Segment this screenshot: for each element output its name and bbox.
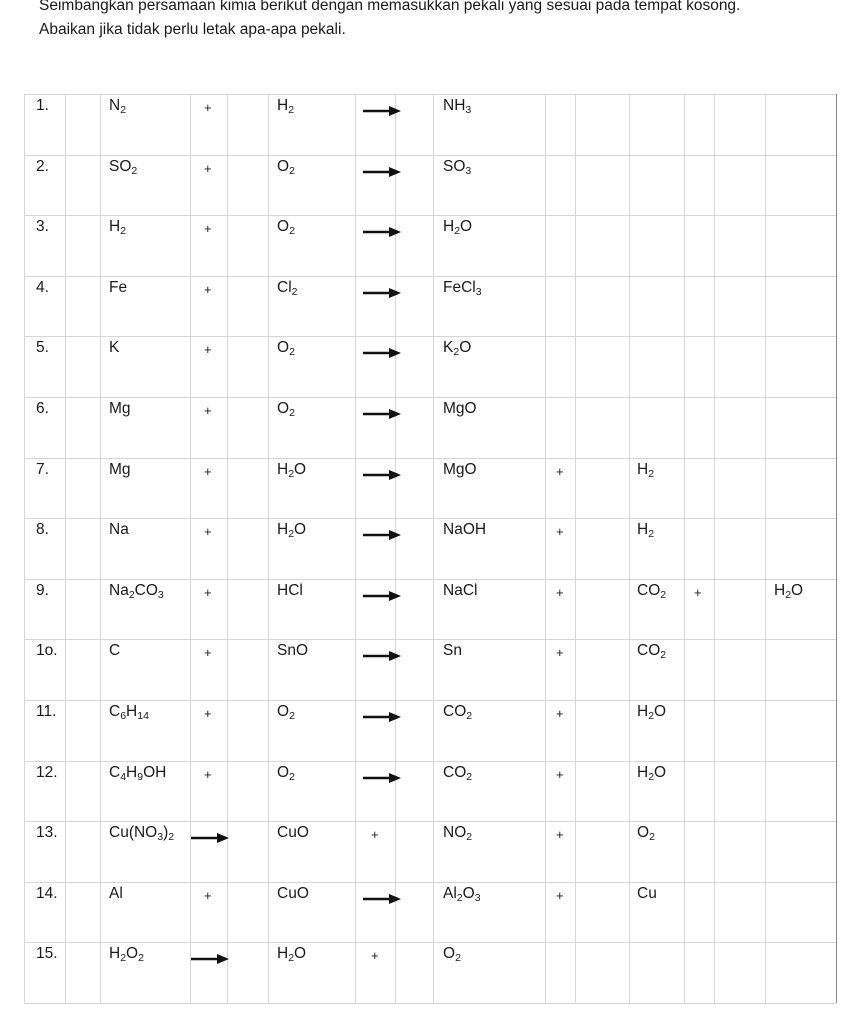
chemical-term: $Cl_2$ bbox=[277, 278, 298, 298]
plus-sign: + bbox=[204, 584, 212, 600]
chemical-term: $O_2$ bbox=[637, 824, 655, 844]
equation-number: 5. bbox=[36, 339, 49, 357]
chemical-term: $K_2O$ bbox=[443, 339, 472, 359]
chemical-term: HCl bbox=[277, 581, 303, 599]
equation-number: 11. bbox=[36, 703, 57, 720]
plus-sign: + bbox=[204, 160, 212, 176]
right-arrow-icon bbox=[363, 590, 401, 602]
grid-vline bbox=[433, 94, 434, 1003]
grid-vline bbox=[355, 94, 356, 1003]
grid-vline bbox=[684, 94, 685, 1003]
plus-sign: + bbox=[204, 706, 212, 721]
right-arrow-icon bbox=[363, 287, 401, 299]
chemical-term: $O_2$ bbox=[443, 945, 461, 965]
grid-vline bbox=[765, 94, 766, 1003]
chemical-term: $O_2$ bbox=[277, 218, 295, 238]
right-arrow-icon bbox=[363, 893, 401, 905]
grid-vline bbox=[575, 94, 576, 1003]
right-arrow-icon bbox=[363, 408, 401, 420]
chemical-term: $O_2$ bbox=[277, 157, 295, 177]
chemical-term: $H_2O$ bbox=[637, 703, 667, 722]
equation-number: 13. bbox=[36, 824, 58, 842]
equation-number: 1o. bbox=[36, 642, 58, 660]
grid-hline bbox=[24, 639, 836, 640]
plus-sign: + bbox=[556, 706, 564, 721]
plus-sign: + bbox=[556, 766, 564, 782]
equation-number: 15. bbox=[36, 945, 58, 963]
right-arrow-icon bbox=[363, 711, 401, 723]
plus-sign: + bbox=[204, 887, 212, 903]
plus-sign: + bbox=[204, 281, 212, 297]
grid-vline bbox=[100, 94, 101, 1003]
equation-number: 1. bbox=[36, 97, 49, 114]
chemical-term: $SO_2$ bbox=[109, 157, 138, 177]
right-arrow-icon bbox=[363, 772, 401, 784]
plus-sign: + bbox=[204, 645, 212, 661]
chemical-term: FeCl$_3$ bbox=[443, 278, 482, 298]
chemical-term: K bbox=[109, 339, 120, 357]
chemical-term: $H_2O$ bbox=[443, 218, 473, 238]
grid-hline bbox=[24, 1003, 836, 1004]
grid-hline bbox=[24, 397, 836, 398]
equation-number: 8. bbox=[36, 521, 49, 539]
chemical-term: $Na_2CO_3$ bbox=[109, 581, 164, 601]
chemical-term: Mg bbox=[109, 400, 131, 417]
chemical-term: $C_6H_{14}$ bbox=[109, 703, 149, 722]
right-arrow-icon bbox=[363, 105, 401, 117]
chemical-term: $O_2$ bbox=[277, 703, 295, 722]
right-arrow-icon bbox=[363, 347, 401, 359]
grid-vline bbox=[65, 94, 66, 1003]
grid-hline bbox=[24, 215, 836, 216]
plus-sign: + bbox=[204, 766, 212, 782]
chemical-term: $CO_2$ bbox=[443, 703, 473, 722]
grid-hline bbox=[24, 821, 836, 822]
grid-hline bbox=[24, 518, 836, 519]
chemical-term: $H_2O$ bbox=[277, 945, 307, 965]
plus-sign: + bbox=[556, 645, 564, 661]
chemical-term: $H_2O$ bbox=[637, 763, 667, 783]
grid-hline bbox=[24, 579, 836, 580]
plus-sign: + bbox=[371, 948, 379, 964]
equation-number: 12. bbox=[36, 763, 58, 781]
chemical-term: $SO_3$ bbox=[443, 157, 472, 177]
grid-hline bbox=[24, 155, 836, 156]
instruction-line-2: Abaikan jika tidak perlu letak apa-apa pekali. bbox=[39, 21, 346, 38]
chemical-term: $CO_2$ bbox=[443, 763, 473, 783]
instruction-line-1: Seimbangkan persamaan kimia berikut dengan memasukkan pekali yang sesuai pada tempat kosong. bbox=[39, 0, 741, 14]
chemical-term: $C_4H_9OH$ bbox=[109, 763, 167, 783]
chemical-term: Al bbox=[109, 884, 123, 902]
right-arrow-icon bbox=[191, 832, 229, 844]
equation-number: 7. bbox=[36, 460, 49, 478]
right-arrow-icon bbox=[363, 650, 401, 662]
plus-sign: + bbox=[556, 827, 564, 843]
grid-hline bbox=[24, 336, 836, 337]
grid-vline bbox=[227, 94, 228, 1003]
grid-vline bbox=[545, 94, 546, 1003]
chemical-term: CuO bbox=[277, 884, 309, 902]
chemical-term: $H_2O$ bbox=[277, 460, 307, 480]
chemical-term: $H_2O_2$ bbox=[109, 945, 144, 965]
plus-sign: + bbox=[204, 463, 212, 479]
chemical-term: MgO bbox=[443, 400, 477, 417]
right-arrow-icon bbox=[363, 529, 401, 541]
equation-number: 9. bbox=[36, 581, 49, 599]
grid-hline bbox=[24, 942, 836, 943]
grid-hline bbox=[24, 700, 836, 701]
right-arrow-icon bbox=[363, 226, 401, 238]
grid-vline bbox=[190, 94, 191, 1003]
plus-sign: + bbox=[204, 221, 212, 237]
equation-number: 14. bbox=[36, 884, 58, 902]
plus-sign: + bbox=[556, 463, 564, 479]
grid-hline bbox=[24, 458, 836, 459]
right-arrow-icon bbox=[191, 953, 229, 965]
chemical-term: $NH_3$ bbox=[443, 97, 472, 116]
chemical-term: NaCl bbox=[443, 581, 478, 599]
chemical-term: $H_2$ bbox=[637, 460, 655, 480]
plus-sign: + bbox=[204, 100, 212, 115]
plus-sign: + bbox=[556, 887, 564, 903]
chemical-term: $H_2$ bbox=[109, 218, 127, 238]
chemical-term: Na bbox=[109, 521, 129, 539]
chemical-term: Fe bbox=[109, 278, 128, 296]
grid-vline bbox=[714, 94, 715, 1003]
grid-vline bbox=[268, 94, 269, 1003]
grid-hline bbox=[24, 761, 836, 762]
equation-number: 4. bbox=[36, 278, 49, 296]
grid-vline bbox=[629, 94, 630, 1003]
chemical-term: Mg bbox=[109, 460, 131, 478]
plus-sign: + bbox=[204, 524, 212, 540]
equation-number: 2. bbox=[36, 157, 49, 175]
grid-hline bbox=[24, 882, 836, 883]
grid-hline bbox=[24, 94, 836, 95]
equation-number: 6. bbox=[36, 400, 49, 417]
chemical-term: $CO_2$ bbox=[637, 581, 667, 601]
chemical-term: $H_2$ bbox=[277, 97, 295, 116]
plus-sign: + bbox=[204, 342, 212, 358]
plus-sign: + bbox=[204, 403, 212, 418]
chemical-term: C bbox=[109, 642, 121, 660]
chemical-term: NaOH bbox=[443, 521, 487, 539]
chemical-term: CuO bbox=[277, 824, 309, 842]
chemical-term: $Al_2O_3$ bbox=[443, 884, 481, 904]
chemical-term: $NO_2$ bbox=[443, 824, 473, 844]
chemical-term: $N_2$ bbox=[109, 97, 127, 116]
chemical-term: $O_2$ bbox=[277, 763, 295, 783]
plus-sign: + bbox=[556, 524, 564, 540]
grid-hline bbox=[24, 276, 836, 277]
chemical-term: Cu bbox=[637, 884, 657, 902]
grid-vline bbox=[836, 94, 837, 1003]
chemical-term: $H_2O$ bbox=[277, 521, 307, 541]
chemical-term: SnO bbox=[277, 642, 309, 660]
chemical-term: $Cu(NO_3)_2$ bbox=[109, 824, 175, 844]
grid-vline bbox=[24, 94, 25, 1003]
plus-sign: + bbox=[371, 827, 379, 843]
chemical-term: $H_2O$ bbox=[774, 581, 804, 601]
right-arrow-icon bbox=[363, 166, 401, 178]
plus-sign: + bbox=[694, 584, 702, 600]
chemical-term: $O_2$ bbox=[277, 339, 295, 359]
chemical-term: $CO_2$ bbox=[637, 642, 667, 662]
chemical-term: $H_2$ bbox=[637, 521, 655, 541]
equation-number: 3. bbox=[36, 218, 49, 236]
plus-sign: + bbox=[556, 584, 564, 600]
chemical-term: $O_2$ bbox=[277, 400, 295, 419]
chemical-term: Sn bbox=[443, 642, 462, 660]
chemical-term: MgO bbox=[443, 460, 477, 478]
right-arrow-icon bbox=[363, 469, 401, 481]
